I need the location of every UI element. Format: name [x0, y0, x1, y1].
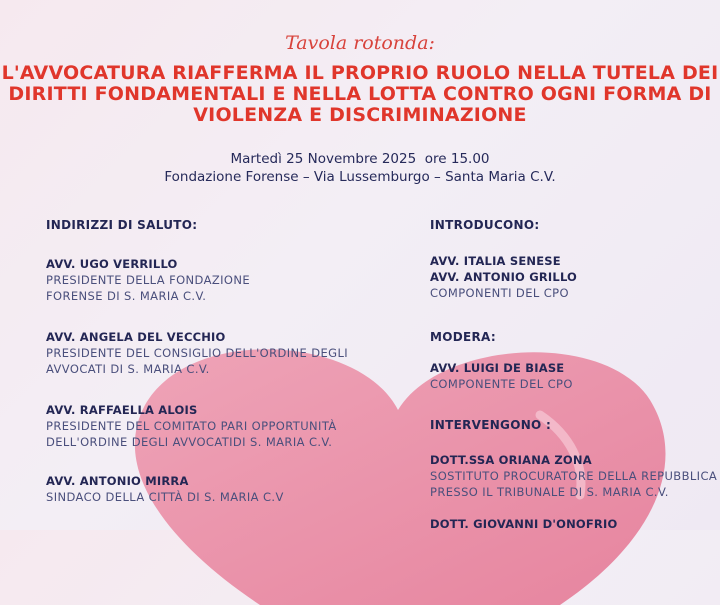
page-title: [0, 63, 720, 126]
speaker-role: SINDACO DELLA CITTÀ DI S. MARIA C.V: [46, 490, 284, 504]
speaker-name: DOTT.SSA ORIANA ZONA: [430, 453, 592, 467]
speaker-role: COMPONENTI DEL CPO: [430, 286, 569, 300]
speaker-role: PRESIDENTE DEL CONSIGLIO DELL'ORDINE DEGLI: [46, 346, 349, 360]
speaker-name: AVV. ANTONIO MIRRA: [46, 474, 189, 488]
speaker-name: AVV. ANTONIO GRILLO: [430, 270, 578, 284]
speaker-entry: [430, 452, 717, 500]
event-date-time: Martedì 25 Novembre 2025 ore 15.00: [230, 151, 490, 167]
speaker-entry: [430, 253, 577, 301]
section-heading: MODERA:: [430, 330, 496, 344]
title-line: L'AVVOCATURA RIAFFERMA IL PROPRIO RUOLO NELLA TUTELA DEI: [1, 62, 719, 84]
speaker-role: PRESIDENTE DEL COMITATO PARI OPPORTUNITÀ: [46, 419, 337, 433]
speaker-role: PRESSO IL TRIBUNALE DI S. MARIA C.V.: [430, 485, 669, 499]
event-location: Fondazione Forense – Via Lussemburgo – Santa Maria C.V.: [164, 169, 556, 185]
speaker-role: FORENSE DI S. MARIA C.V.: [46, 289, 207, 303]
speaker-name: DOTT. GIOVANNI D'ONOFRIO: [430, 517, 618, 531]
speaker-name: AVV. LUIGI DE BIASE: [430, 361, 565, 375]
speaker-entry: [46, 402, 337, 450]
speaker-role: COMPONENTE DEL CPO: [430, 377, 573, 391]
speaker-role: SOSTITUTO PROCURATORE DELLA REPUBBLICA: [430, 469, 718, 483]
title-line: VIOLENZA E DISCRIMINAZIONE: [193, 104, 527, 126]
speaker-entry: [430, 360, 573, 392]
section-heading: INTERVENGONO :: [430, 418, 552, 432]
speaker-entry: [46, 473, 284, 505]
speaker-name: AVV. ITALIA SENESE: [430, 254, 561, 268]
speaker-role: PRESIDENTE DELLA FONDAZIONE: [46, 273, 251, 287]
speaker-role: AVVOCATI DI S. MARIA C.V.: [46, 362, 210, 376]
speaker-entry: [46, 329, 348, 377]
speaker-role: DELL'ORDINE DEGLI AVVOCATIDI S. MARIA C.V.: [46, 435, 333, 449]
title-line: DIRITTI FONDAMENTALI E NELLA LOTTA CONTRO OGNI FORMA DI: [8, 83, 712, 105]
speaker-name: AVV. UGO VERRILLO: [46, 257, 178, 271]
subtitle: Tavola rotonda:: [285, 32, 435, 54]
section-heading: INTRODUCONO:: [430, 218, 540, 232]
speaker-name: AVV. RAFFAELLA ALOIS: [46, 403, 198, 417]
speaker-entry: [46, 256, 250, 304]
speaker-name: AVV. ANGELA DEL VECCHIO: [46, 330, 226, 344]
section-heading: INDIRIZZI DI SALUTO:: [46, 218, 198, 232]
event-info: [0, 150, 720, 186]
